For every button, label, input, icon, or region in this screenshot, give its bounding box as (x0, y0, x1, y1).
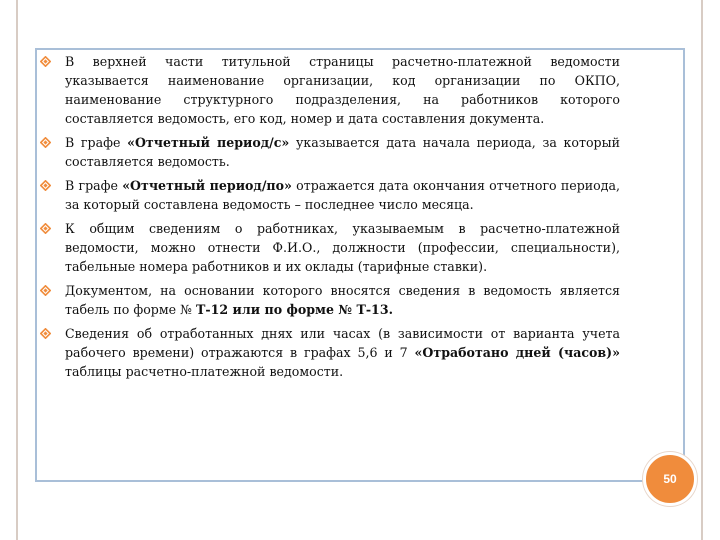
text-run-bold: Т-12 или по форме № Т-13. (196, 302, 393, 317)
text-run-bold: «Отчетный период/по» (122, 178, 292, 193)
text-run: таблицы расчетно-платежной ведомости. (65, 364, 344, 379)
page-number: 50 (663, 472, 677, 486)
diamond-bullet-icon (40, 285, 51, 296)
text-run: Документом, на основании которого вносятся сведения в ведомость является табель по форме № (65, 283, 620, 317)
bullet-text (65, 54, 620, 126)
diamond-bullet-icon (40, 223, 51, 234)
bullet-item (40, 324, 620, 381)
bullet-text (65, 178, 620, 212)
bullet-text (65, 283, 620, 317)
text-run: отражается дата окончания отчетного периода, за который составлена ведомость – последнее число месяца. (65, 178, 620, 212)
bullet-item (40, 281, 620, 319)
bullet-list (40, 52, 620, 386)
text-run: В графе (65, 178, 123, 193)
diamond-bullet-icon (40, 56, 51, 67)
bullet-item (40, 219, 620, 276)
right-decorative-rule (701, 0, 703, 540)
text-run: указывается дата начала периода, за который составляется ведомость. (65, 135, 621, 169)
text-run: Сведения об отработанных днях или часах (в зависимости от варианта учета рабочего времени) отражаются в графах 5,6 и 7 (65, 326, 620, 360)
diamond-bullet-icon (40, 328, 51, 339)
bullet-item (40, 133, 620, 171)
text-run: В верхней части титульной страницы расчетно-платежной ведомости указывается наименование организации, код организации по ОКПО, наименование структурного подразделения, на работников которого составляется ведомость, его код, номер и дата составления документа. (65, 54, 620, 126)
bullet-item (40, 52, 620, 128)
bullet-text (65, 326, 620, 379)
bullet-item (40, 176, 620, 214)
text-run-bold: «Отработано дней (часов)» (414, 345, 620, 360)
bullet-text (65, 135, 620, 169)
text-run: К общим сведениям о работниках, указываемым в расчетно-платежной ведомости, можно отнести Ф.И.О., должности (профессии, специальности), табельные номера работников и их оклады (тарифные ставки). (65, 221, 620, 274)
text-run-bold: «Отчетный период/с» (127, 135, 290, 150)
bullet-text (65, 221, 620, 274)
diamond-bullet-icon (40, 137, 51, 148)
text-run: В графе (65, 135, 128, 150)
diamond-bullet-icon (40, 180, 51, 191)
left-decorative-rule (16, 0, 18, 540)
page-number-badge (643, 452, 697, 506)
